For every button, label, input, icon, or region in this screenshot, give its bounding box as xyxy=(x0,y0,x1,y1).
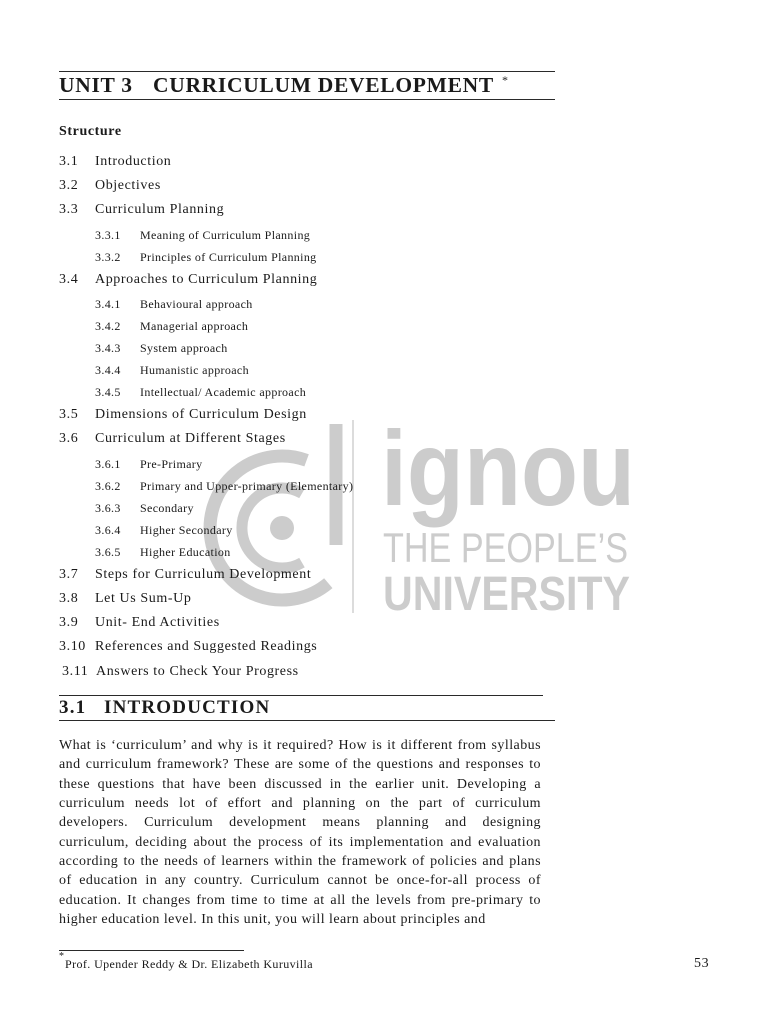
toc-item-label: Curriculum Planning xyxy=(95,202,225,217)
toc-subitem xyxy=(0,479,768,493)
toc-subitem xyxy=(0,319,768,333)
toc-subitem-label: Principles of Curriculum Planning xyxy=(140,250,317,264)
toc-item xyxy=(0,202,768,218)
toc-subitem xyxy=(0,523,768,537)
toc-subitem-number: 3.4.2 xyxy=(95,319,121,333)
toc-item-number: 3.10 xyxy=(59,639,86,654)
toc-subitem-number: 3.3.2 xyxy=(95,250,121,264)
toc-subitem-label: Higher Secondary xyxy=(140,523,233,537)
paragraph-line: according to the needs of learners within the framework of policies and plans xyxy=(59,853,541,869)
section-title: INTRODUCTION xyxy=(104,697,271,718)
section-top-rule xyxy=(59,695,543,696)
toc-subitem xyxy=(0,250,768,264)
toc-subitem-number: 3.6.1 xyxy=(95,457,121,471)
toc-item-label: Answers to Check Your Progress xyxy=(96,664,299,679)
toc-item-label: Let Us Sum-Up xyxy=(95,591,192,606)
unit-label: UNIT 3 xyxy=(59,73,133,97)
paragraph-line: education. It changes from time to time at all the levels from pre-primary to xyxy=(59,892,541,908)
toc-subitem xyxy=(0,545,768,559)
toc-subitem xyxy=(0,341,768,355)
toc-subitem-label: Behavioural approach xyxy=(140,297,253,311)
toc-item-label: Curriculum at Different Stages xyxy=(95,431,286,446)
title-footnote-marker: * xyxy=(502,73,508,87)
toc-subitem-label: Secondary xyxy=(140,501,194,515)
toc-item-number: 3.9 xyxy=(59,615,79,630)
toc-item xyxy=(0,407,768,423)
heading-bottom-rule xyxy=(59,99,555,100)
paragraph-line: and curriculum framework? These are some of the questions and responses to xyxy=(59,757,541,773)
toc-item xyxy=(0,154,768,170)
section-number: 3.1 xyxy=(59,697,87,718)
heading-top-rule xyxy=(59,71,555,72)
paragraph-line: developers. Curriculum development means planning and designing xyxy=(59,815,541,831)
paragraph-line: of education in any country. Curriculum cannot be once-for-all process of xyxy=(59,873,541,889)
toc-subitem-number: 3.3.1 xyxy=(95,228,121,242)
toc-item-number: 3.6 xyxy=(59,431,79,446)
toc-subitem xyxy=(0,385,768,399)
page-number: 53 xyxy=(694,956,710,971)
toc-subitem-label: Intellectual/ Academic approach xyxy=(140,385,307,399)
toc-item xyxy=(0,272,768,288)
structure-heading: Structure xyxy=(59,124,122,139)
footnote-text: Prof. Upender Reddy & Dr. Elizabeth Kuruvilla xyxy=(65,957,313,971)
toc-subitem xyxy=(0,297,768,311)
paragraph-line: curriculum needs lot of effort and planning on the part of curriculum xyxy=(59,795,541,811)
toc-item-number: 3.5 xyxy=(59,407,79,422)
toc-item-label: Introduction xyxy=(95,154,172,169)
toc-subitem-number: 3.6.4 xyxy=(95,523,121,537)
watermark-tagline-1: THE PEOPLE’S xyxy=(383,524,628,571)
toc-subitem xyxy=(0,457,768,471)
toc-item-label: Objectives xyxy=(95,178,161,193)
toc-item-number: 3.8 xyxy=(59,591,79,606)
toc-subitem-number: 3.4.4 xyxy=(95,363,121,377)
toc-item-number: 3.11 xyxy=(62,664,89,679)
intro-paragraph xyxy=(59,736,541,929)
toc-item-label: Approaches to Curriculum Planning xyxy=(95,272,318,287)
toc-subitem xyxy=(0,501,768,515)
toc-item-label: Dimensions of Curriculum Design xyxy=(95,407,307,422)
toc-item xyxy=(0,639,768,655)
watermark-brand: ignou xyxy=(381,410,635,528)
section-bottom-rule xyxy=(59,720,555,721)
toc-subitem-number: 3.4.1 xyxy=(95,297,121,311)
toc-item xyxy=(0,615,768,631)
toc-item xyxy=(0,567,768,583)
toc-subitem-label: System approach xyxy=(140,341,228,355)
toc-item-number: 3.1 xyxy=(59,154,79,169)
toc-subitem-label: Meaning of Curriculum Planning xyxy=(140,228,311,242)
paragraph-line: What is ‘curriculum’ and why is it required? How is it different from syllabus xyxy=(59,738,541,753)
toc-item-label: References and Suggested Readings xyxy=(95,639,318,654)
footnote-marker: * xyxy=(59,951,64,962)
toc-subitem-label: Higher Education xyxy=(140,545,231,559)
toc-subitem-number: 3.4.5 xyxy=(95,385,121,399)
unit-title: CURRICULUM DEVELOPMENT xyxy=(153,73,494,97)
toc-subitem xyxy=(0,228,768,242)
footnote-rule xyxy=(59,950,244,951)
paragraph-line: higher education level. In this unit, you will learn about principles and xyxy=(59,911,486,927)
toc-subitem-label: Managerial approach xyxy=(140,319,249,333)
toc-item-number: 3.7 xyxy=(59,567,79,582)
toc-item-number: 3.2 xyxy=(59,178,79,193)
toc-subitem-label: Pre-Primary xyxy=(140,457,203,471)
toc-item xyxy=(0,431,768,447)
toc-subitem-number: 3.6.3 xyxy=(95,501,121,515)
toc-subitem-label: Primary and Upper-primary (Elementary) xyxy=(140,479,354,493)
toc-item xyxy=(0,664,768,680)
toc-item-number: 3.4 xyxy=(59,272,79,287)
toc-item xyxy=(0,591,768,607)
toc-item xyxy=(0,178,768,194)
toc-subitem-number: 3.4.3 xyxy=(95,341,121,355)
watermark-tagline-2: UNIVERSITY xyxy=(383,568,630,621)
paragraph-line: curriculum, deciding about the process of its implementation and evaluation xyxy=(59,834,541,850)
paragraph-line: these questions that have been discussed in the earlier unit. Developing a xyxy=(59,776,541,792)
toc-subitem-label: Humanistic approach xyxy=(140,363,249,377)
toc-subitem-number: 3.6.2 xyxy=(95,479,121,493)
toc-subitem xyxy=(0,363,768,377)
toc-item-number: 3.3 xyxy=(59,202,79,217)
toc-item-label: Unit- End Activities xyxy=(95,615,220,630)
toc-subitem-number: 3.6.5 xyxy=(95,545,121,559)
toc-item-label: Steps for Curriculum Development xyxy=(95,567,312,582)
